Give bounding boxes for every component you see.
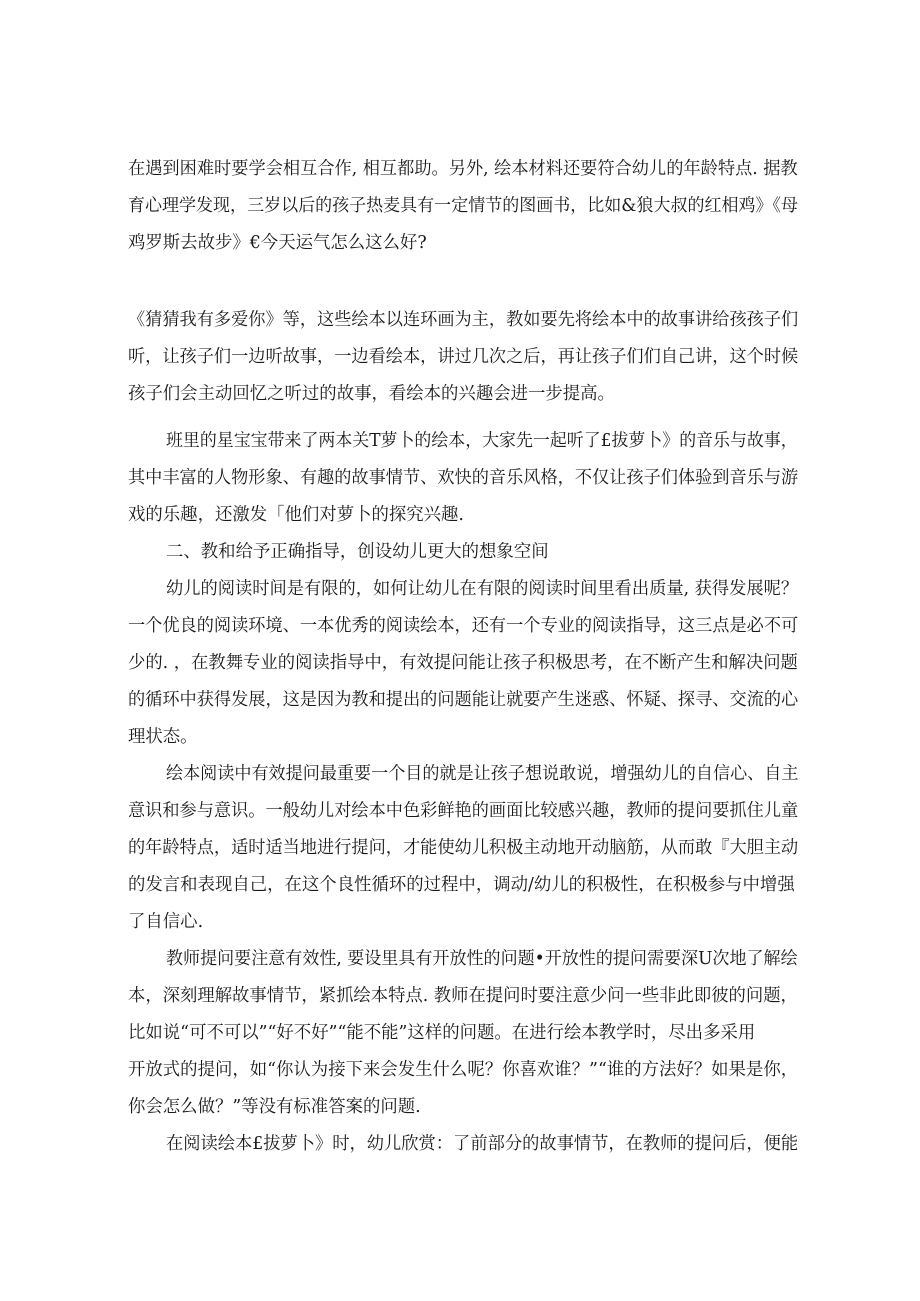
text-line: 意识和参与意识。一般幼儿对绘本中色彩鲜艳的画面比较感兴趣，教师的提问要抓住儿童 xyxy=(128,801,799,821)
text-line: 的年龄特点，适时适当地进行提问，才能使幼儿积极主动地开动脑筋，从而敢『大胆主动 xyxy=(128,838,799,858)
text-line: 育心理学发现，三岁以后的孩子热麦具有一定情节的图画书，比如&狼大叔的红相鸡》《母 xyxy=(128,196,799,216)
text-line: 在遇到困难时要学会相互合作, 相互都助。另外, 绘本材料还要符合幼儿的年龄特点. 据教 xyxy=(128,159,798,179)
text-line: 在阅读绘本£拔萝卜》时，幼儿欣赏：了前部分的故事情节，在教师的提问后，便能 xyxy=(166,1134,799,1154)
paragraph-6-continued xyxy=(128,793,798,941)
paragraph-5-continued xyxy=(128,608,798,756)
paragraph-5 xyxy=(166,571,798,608)
text-line: 绘本阅读中有效提问最重要一个目的就是让孩子想说敢说，增强幼儿的自信心、自主 xyxy=(166,764,799,784)
text-line: 的发言和表现自己，在这个良性循环的过程中，调动/幼儿的积极性，在积极参与中增强 xyxy=(128,875,795,895)
text-line: 的循环中获得发展，这是因为教和提出的问题能让就要产生迷惑、怀疑、探寻、交流的心 xyxy=(128,690,799,710)
section-heading-text: 二、教和给予正确指导，创设幼儿更大的想象空间 xyxy=(166,542,549,562)
text-line: 幼儿的阅读时间是有限的，如何让幼儿在有限的阅读时间里看出质量, 获得发展呢？ xyxy=(166,579,799,599)
text-line: 孩子们会主动回忆之听过的故事，看绘本的兴趣会进一步提高。 xyxy=(128,384,615,404)
text-line: 《猜猜我有多爱你》等，这些绘本以连环画为主，教如要先将绘本中的故事讲给孩孩子们 xyxy=(128,310,799,330)
paragraph-7 xyxy=(166,941,798,978)
text-line: 少的. ，在教舞专业的阅读指导中，有效提问能让孩子积极思考，在不断产生和解决问题 xyxy=(128,653,798,673)
text-line: 其中丰富的人物形象、有趣的故事情节、欢快的音乐风格，不仅让孩子们体验到音乐与游 xyxy=(128,468,799,488)
text-line: 班里的星宝宝带来了两本关T萝卜的绘本，大家先一起听了£拔萝卜》的音乐与故事， xyxy=(166,431,798,451)
paragraph-3-continued xyxy=(128,460,798,534)
text-line: 你会怎么做？”等没有标准答案的问题. xyxy=(128,1097,421,1117)
paragraph-6 xyxy=(166,756,798,793)
paragraph-7-continued xyxy=(128,978,798,1126)
paragraph-8 xyxy=(166,1126,798,1163)
text-line: 本，深刻理解故事情节，紧抓绘本特点. 教师在提问时要注意少问一些非此即彼的问题， xyxy=(128,986,798,1006)
paragraph-2 xyxy=(128,302,798,413)
text-line: 戏的乐趣，还激发「他们对萝卜的探究兴趣. xyxy=(128,505,464,525)
section-heading xyxy=(166,534,798,571)
text-line: 听，让孩子们一边听故事，一边看绘本，讲过几次之后，再让孩子们们自己讲，这个时候 xyxy=(128,347,799,367)
text-line: 一个优良的阅读环境、一本优秀的阅读绘本，还有一个专业的阅读指导，这三点是必不可 xyxy=(128,616,799,636)
text-line: 教师提问要注意有效性, 要设里具有开放性的问题•开放性的提问需要深U次地了解绘 xyxy=(166,949,798,969)
text-line: 了自信心. xyxy=(128,912,204,932)
paragraph-1 xyxy=(128,151,798,262)
text-line: 开放式的提问，如“你认为接下来会发生什么呢？你喜欢谁？”“谁的方法好？如果是你， xyxy=(128,1060,799,1080)
text-line: 鸡罗斯去故步》€今天运气怎么这么好? xyxy=(128,233,427,253)
text-line: 理状态。 xyxy=(128,727,198,747)
text-line: 比如说“可不可以”“好不好”“能不能”这样的问题。在进行绘本教学时，尽出多采用 xyxy=(128,1023,756,1043)
paragraph-3 xyxy=(166,423,798,460)
